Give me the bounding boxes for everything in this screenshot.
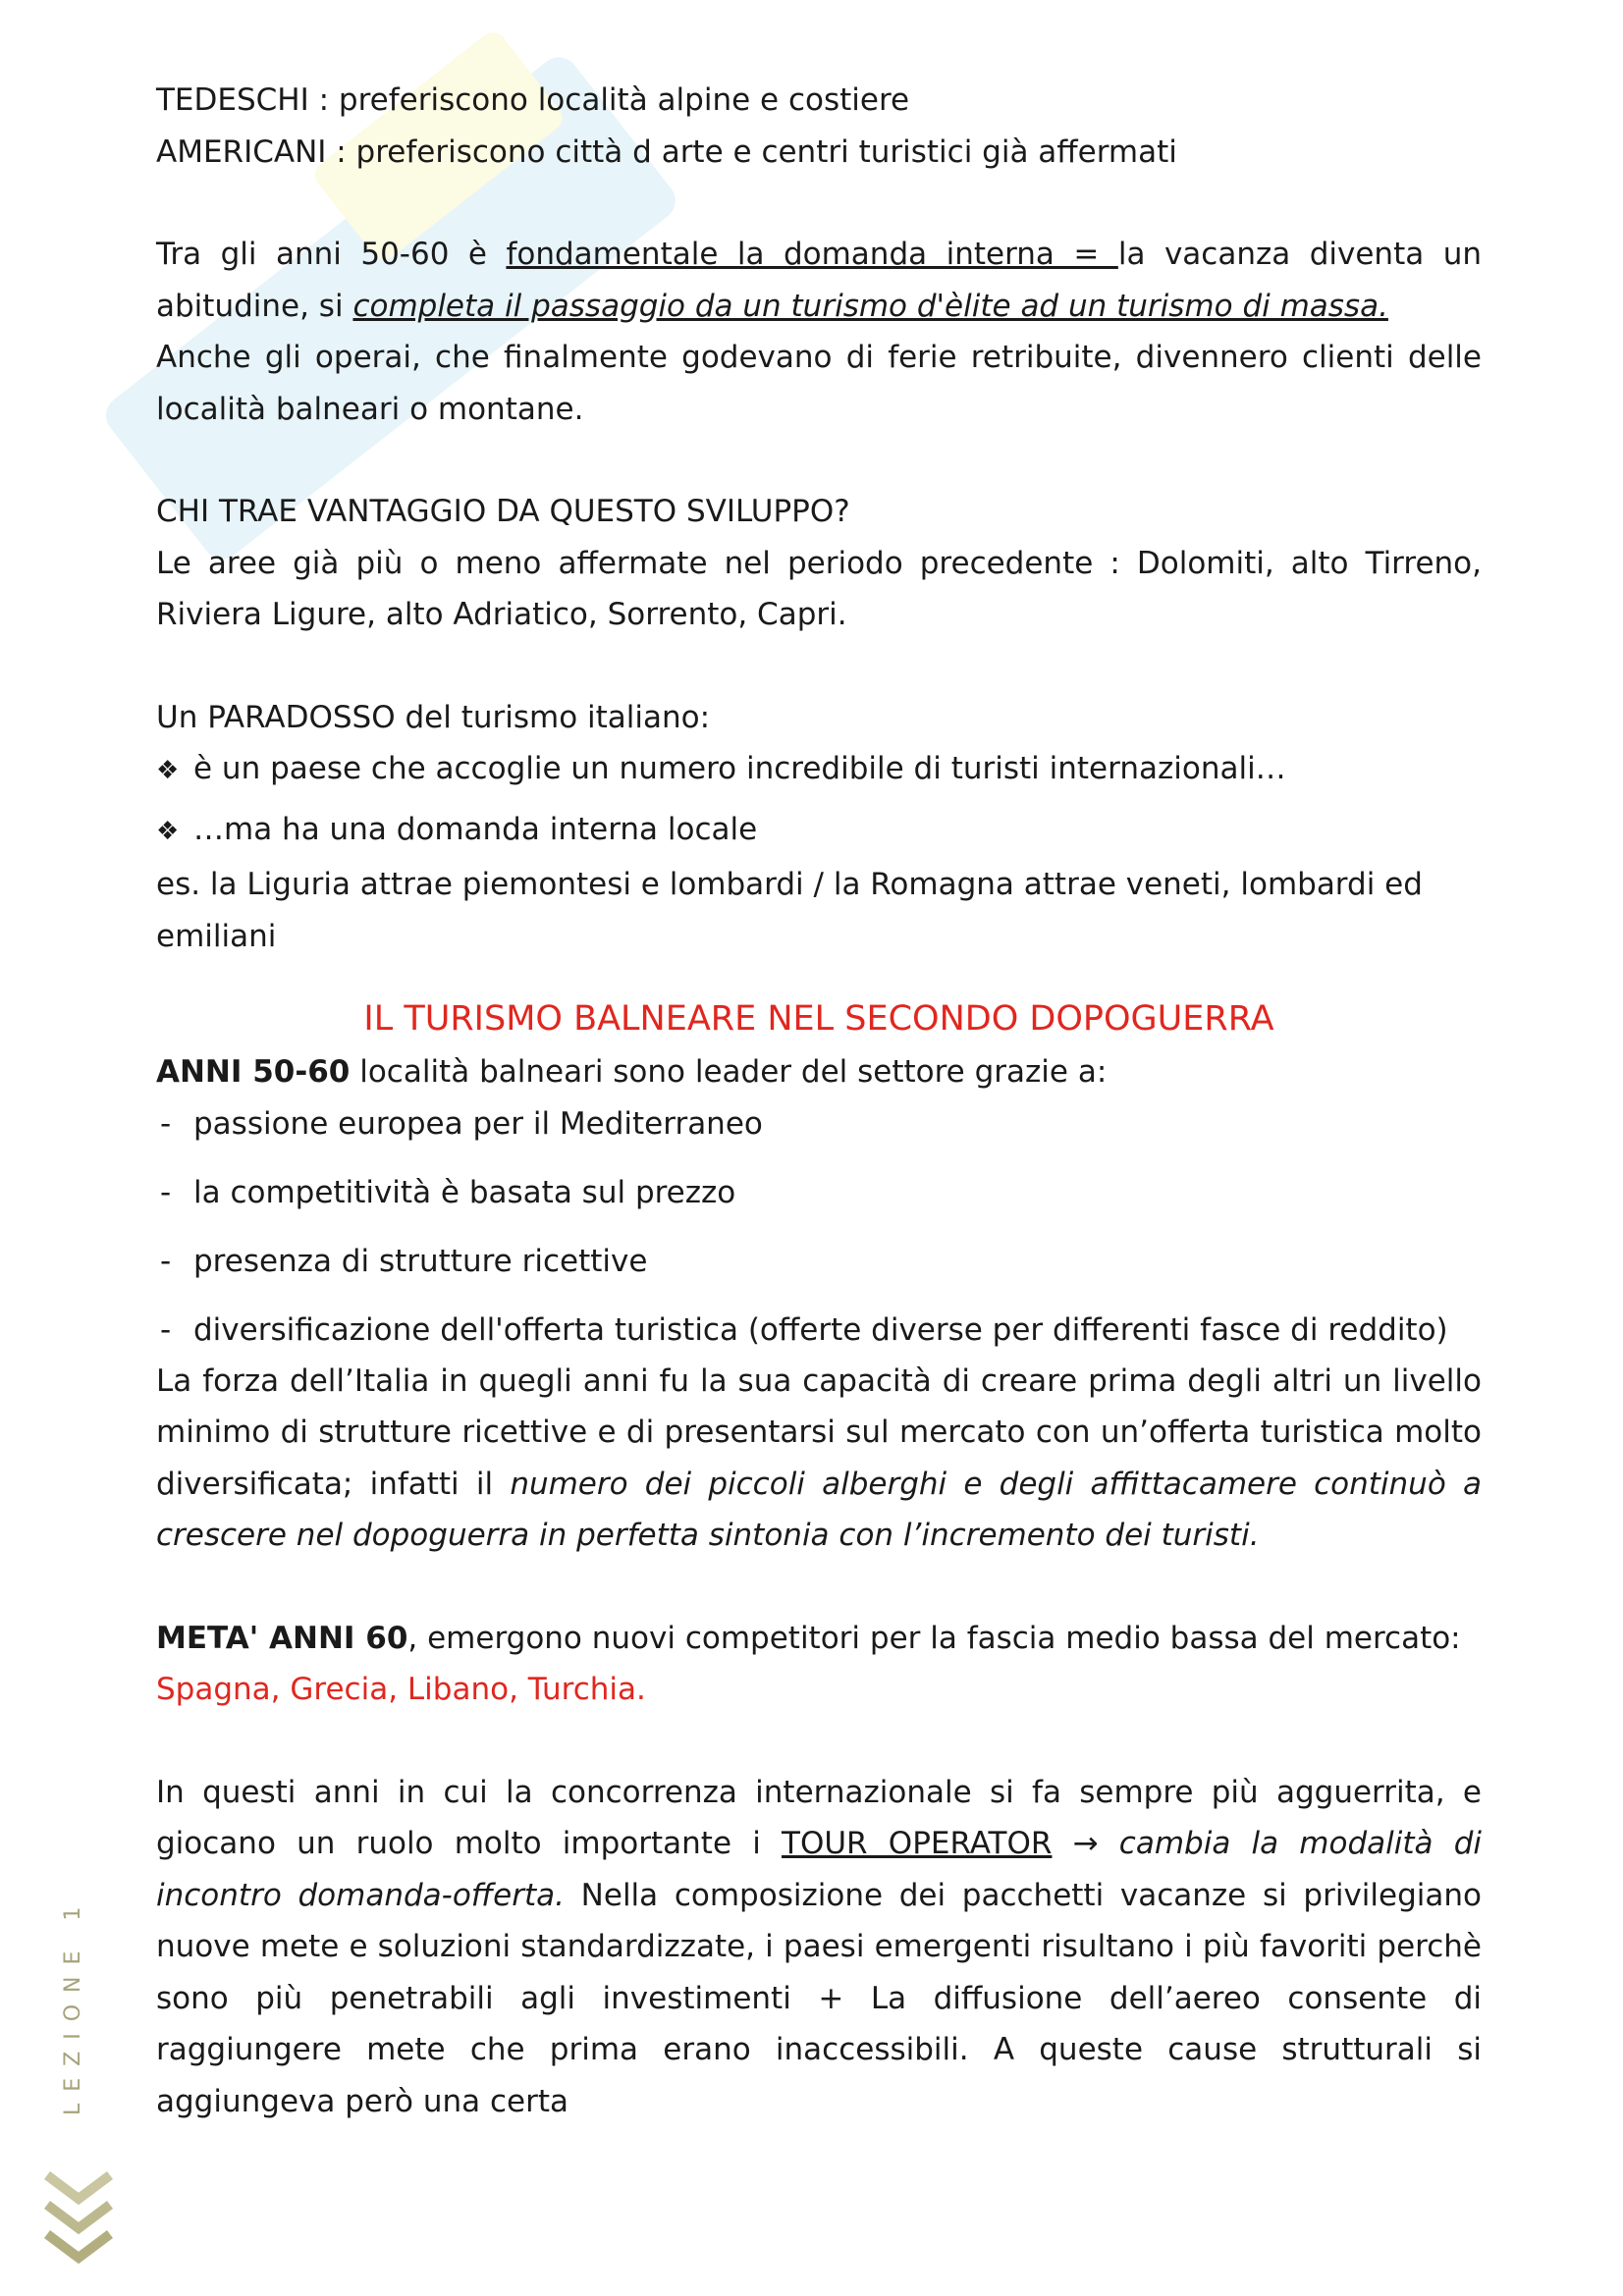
list-item: ❖ è un paese che accoglie un numero incredibile di turisti internazionali… bbox=[156, 743, 1482, 804]
paragraph-italy-strength: La forza dell’Italia in quegli anni fu la sua capacità di creare prima degli altri un livello minimo di strutture ricettive e di presentarsi sul mercato con un’offerta turistica molto diversificata; infatti il numero dei piccoli alberghi e degli affittacamere continuò a crescere nel dopoguerra in perfetta sintonia con l’incremento dei turisti. bbox=[156, 1362, 1482, 1553]
arrow-right-icon: → bbox=[1052, 1826, 1119, 1861]
paragraph-workers: Anche gli operai, che finalmente godevano di ferie retribuite, divennero clienti delle località balneari o montane. bbox=[156, 340, 1482, 427]
list-item: - diversificazione dell'offerta turistica (offerte diverse per differenti fasce di reddito) bbox=[160, 1311, 1448, 1348]
page-body bbox=[156, 75, 1482, 2127]
paragraph-tour-operators: In questi anni in cui la concorrenza internazionale si fa sempre più agguerrita, e giocano un ruolo molto importante i TOUR OPERATOR → cambia la modalità di incontro domanda-offerta. Nella composizione dei pacchetti vacanze si privilegiano nuove mete e soluzioni standardizzate, i paesi emergenti risultano i più favoriti perchè sono più penetrabili agli investimenti + La diffusione dell’aereo consente di raggiungere mete che prima erano inaccessibili. A queste cause strutturali si aggiungeva però una certa bbox=[156, 1774, 1483, 2119]
list-item: - la competitività è basata sul prezzo bbox=[160, 1174, 736, 1210]
chevron-down-icon bbox=[39, 2169, 118, 2277]
lesson-label: LEZIONE 1 bbox=[61, 1895, 85, 2115]
diamond-bullet-icon: ❖ bbox=[156, 817, 180, 846]
competitor-countries: Spagna, Grecia, Libano, Turchia. bbox=[156, 1672, 646, 1707]
paragraph-mass-tourism: Tra gli anni 50-60 è fondamentale la domanda interna = la vacanza diventa un abitudine, si completa il passaggio da un turismo d'èlite ad un turismo di massa. bbox=[156, 237, 1482, 324]
paragraph-areas: Le aree già più o meno affermate nel periodo precedente : Dolomiti, alto Tirreno, Riviera Ligure, alto Adriatico, Sorrento, Capri. bbox=[156, 545, 1482, 632]
example-line: es. la Liguria attrae piemontesi e lombardi / la Romagna attrae veneti, lombardi ed emiliani bbox=[156, 867, 1423, 954]
list-item: ❖ …ma ha una domanda interna locale bbox=[156, 804, 1482, 859]
list-item: - presenza di strutture ricettive bbox=[160, 1243, 648, 1279]
list-item: - passione europea per il Mediterraneo bbox=[160, 1105, 763, 1142]
section-heading: IL TURISMO BALNEARE NEL SECONDO DOPOGUERRA bbox=[363, 999, 1274, 1039]
paragraph-mid-sixties: META' ANNI 60, emergono nuovi competitori per la fascia medio bassa del mercato: bbox=[156, 1620, 1461, 1656]
paradox-intro: Un PARADOSSO del turismo italiano: bbox=[156, 699, 711, 735]
section-lead: ANNI 50-60 località balneari sono leader del settore grazie a: bbox=[156, 1054, 1108, 1090]
diamond-bullet-icon: ❖ bbox=[156, 756, 180, 785]
text-line: TEDESCHI : preferiscono località alpine e costiere bbox=[156, 82, 910, 118]
text-line: AMERICANI : preferiscono città d arte e centri turistici già affermati bbox=[156, 133, 1177, 170]
question-heading: CHI TRAE VANTAGGIO DA QUESTO SVILUPPO? bbox=[156, 494, 850, 529]
